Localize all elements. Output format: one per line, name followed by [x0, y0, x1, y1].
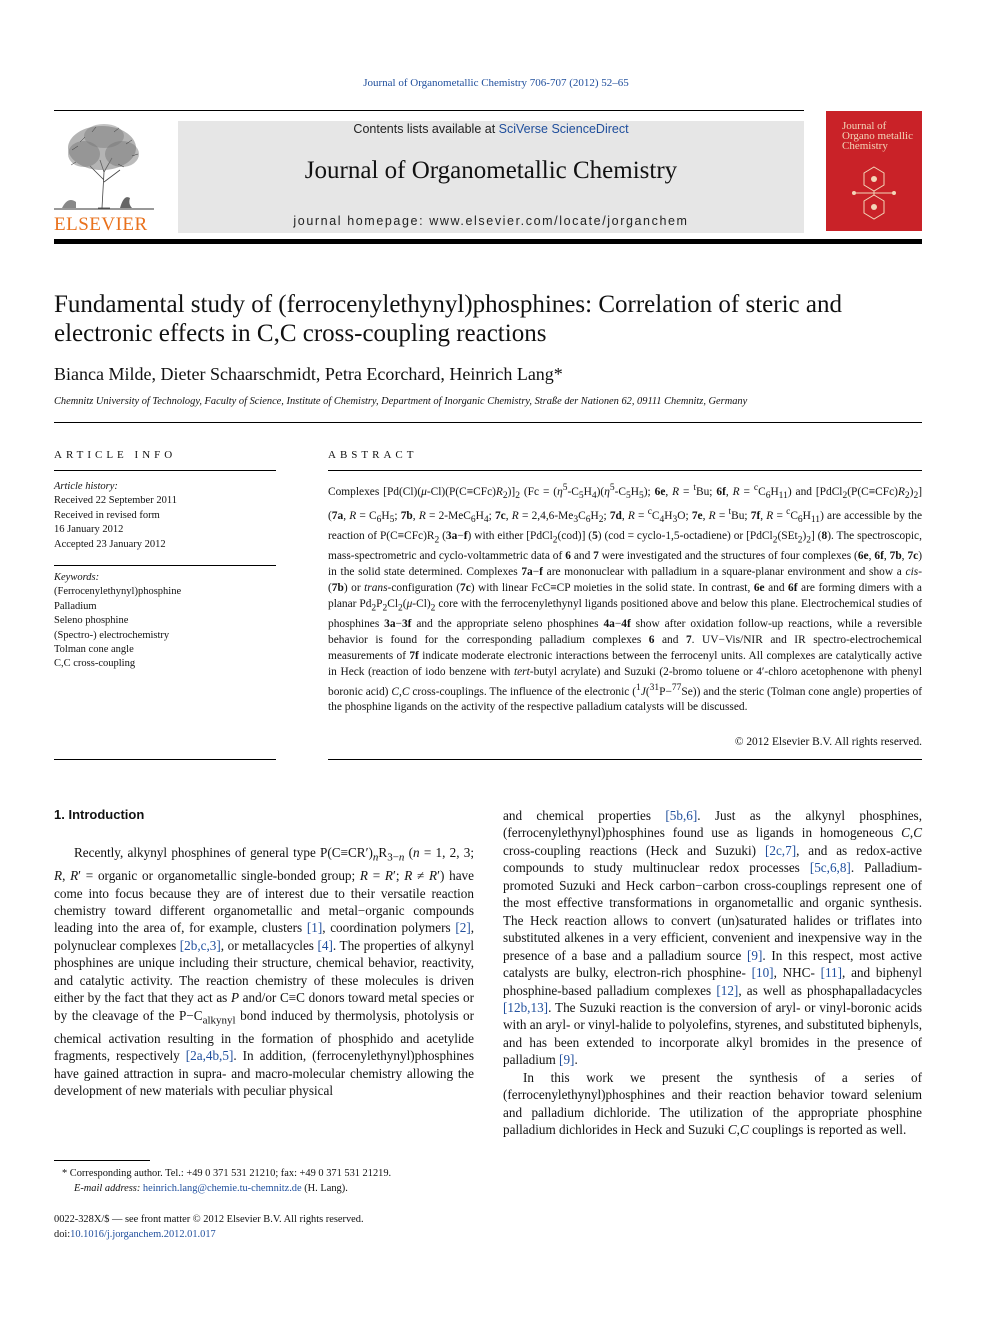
keyword-item: Palladium	[54, 600, 97, 612]
molecule-icon	[848, 161, 900, 225]
sciencedirect-link[interactable]: SciVerse ScienceDirect	[498, 122, 629, 136]
journal-banner	[178, 121, 804, 233]
keywords	[54, 571, 276, 672]
keyword-item: (Spectro-) electrochemistry	[54, 629, 170, 641]
history-item: Received 22 September 2011	[54, 495, 177, 507]
journal-title: Journal of Organometallic Chemistry	[304, 157, 678, 184]
email-link[interactable]: heinrich.lang@chemie.tu-chemnitz.de	[142, 1183, 302, 1194]
email-suffix: (H. Lang).	[301, 1183, 348, 1194]
body-column-left	[54, 844, 474, 1100]
author-affiliation: Chemnitz University of Technology, Faculty of Science, Institute of Chemistry, Department of Inorganic Chemistry, Straße der Nationen 62, 09111 Chemnitz, Germany	[54, 396, 748, 407]
body-paragraph: In this work we present the synthesis of a series of (ferrocenylethynyl)phosphines and their reaction behavior toward selenium and palladium dichloride. The utilization of the appropriate phosphine palladium dichlorides in Heck and Suzuki C,C couplings is reported as well.	[503, 1069, 922, 1138]
divider	[328, 470, 922, 471]
header-rule-thick	[54, 239, 922, 244]
corresponding-author: * Corresponding author. Tel.: +49 0 371 531 21210; fax: +49 0 371 531 21219.	[62, 1168, 392, 1179]
article-authors: Bianca Milde, Dieter Schaarschmidt, Petra Ecorchard, Heinrich Lang*	[54, 364, 563, 384]
email-label: E-mail address:	[74, 1183, 141, 1194]
cover-title: Journal of Organo metallic Chemistry	[842, 120, 913, 152]
keyword-item: (Ferrocenylethynyl)phosphine	[54, 586, 182, 598]
header-rule	[54, 110, 804, 111]
article-info-heading: ARTICLE INFO	[54, 449, 177, 461]
contents-line: Contents lists available at SciVerse ScienceDirect	[353, 122, 629, 136]
body-column-right	[503, 807, 922, 1139]
introduction-heading: 1. Introduction	[54, 807, 145, 822]
body-paragraph: Recently, alkynyl phosphines of general type $P(C\equiv CR')_nR_{3-n}$ (n = 1, 2, 3; R, R′ = organic or organometallic single-bonded group; R = R′; R ≠ R′) have come into focus because they are of interest due to their versatile reaction chemistry toward different organometallic and metal−organic compounds leading into the area of, for example, clusters [1], coordination polymers [2], polynuclear complexes [2b,c,3], or metallacycles [4]. The properties of alkynyl phosphines are unique including their structure, chemical behavior, reactivity, and catalytic activity. The reaction chemistry of these molecules is driven either by the fact that they act as P and/or C≡C donors toward metal species or by the cleavage of the $P-C_{alkynyl}$ bond induced by thermolysis, photolysis or chemical activation resulting in the formation of phosphido and acetylide fragments, respectively [2a,4b,5]. In addition, (ferrocenylethynyl)phosphines have gained attraction in supra- and macro-molecular chemistry allowing the development of new materials with peculiar physical	[54, 845, 475, 1099]
history-item: Received in revised form	[54, 509, 160, 521]
footnote-rule	[54, 1160, 150, 1161]
doi-line: doi:10.1016/j.jorganchem.2012.01.017	[54, 1229, 216, 1240]
abstract-heading: ABSTRACT	[328, 449, 418, 461]
front-matter	[54, 1212, 474, 1242]
journal-homepage[interactable]: journal homepage: www.elsevier.com/locate/jorganchem	[293, 214, 689, 228]
doi-link[interactable]: 10.1016/j.jorganchem.2012.01.017	[70, 1229, 216, 1240]
divider	[54, 422, 922, 423]
abstract-text: Complexes $[Pd(Cl)(\mu-Cl)(P(C\equiv CFc)R_2)]_2$ ($Fc = (\eta^5-C_5H_4)(\eta^5-C_5H_5)$; 6e, R = $^t$Bu; 6f, $R = ^cC_6H_{11}$) and $[PdCl_2(P(C\equiv CFc)R_2)_2]$ (7a, $R = C_6H_5$; 7b, $R = 2-MeC_6H_4$; 7c, $R = 2,4,6-Me_3C_6H_2$; 7d, $R = ^cC_4H_3O$; 7e, R = $^t$Bu; 7f, $R = ^cC_6H_{11}$) are accessible by the reaction of $P(C\equiv CFc)R_2$ (3a−f) with either [PdCl$_2$(cod)] (5) (cod = cyclo-1,5-octadiene) or $[PdCl_2(SEt_2)_2]$ (8). The spectroscopic, mass-spectrometric and cyclo-voltammetric data of 6 and 7 were investigated and the structures of four complexes (6e, 6f, 7b, 7c) in the solid state determined. Complexes 7a−f are mononuclear with palladium in a square-planar environment and show a cis- (7b) or trans-configuration (7c) with linear FcC≡CP moieties in the solid state. In contrast, 6e and 6f are forming dimers with a planar $Pd_2P_2Cl_2(\mu-Cl)_2$ core with the ferrocenylethynyl ligands positioned above and below this plane. Electrochemical studies of phosphines 3a−3f and the appropriate seleno phosphines 4a−4f show after oxidation follow-up reactions, while a reversible behavior is found for the corresponding palladium complexes 6 and 7. UV−Vis/NIR and IR spectro-electrochemical measurements of 7f indicate moderate electronic interactions between the ferrocenyl units. All complexes are catalytically active in Heck (reaction of iodo benzene with tert-butyl acrylate) and Suzuki (2-bromo toluene or 4′-chloro acetophenone with phenyl boronic acid) C,C cross-couplings. The influence of the electronic ($^1$J($^{31}$P−$^{77}$Se)) and the steric (Tolman cone angle) properties of the phosphine ligands on the activity of the respective palladium catalysts will be discussed.	[328, 483, 923, 714]
abstract-copyright: © 2012 Elsevier B.V. All rights reserved.	[734, 736, 922, 748]
publisher-name: ELSEVIER	[54, 214, 148, 235]
history-label: Article history:	[54, 481, 118, 492]
body-paragraph: and chemical properties [5b,6]. Just as the alkynyl phosphines, (ferrocenylethynyl)phosphines found use as ligands in homogeneous C,C cross-coupling reactions (Heck and Suzuki) [2c,7], and as redox-active compounds to study multinuclear redox processes [5c,6,8]. Palladium-promoted Suzuki and Heck carbon−carbon cross-couplings represent one of the most effective transformations in organometallic and organic synthesis. The Heck reaction allows to convert (un)saturated halides or triflates into substituted alkenes in a very efficient, convenient and inexpensive way in the presence of a base and a palladium source [9]. In this respect, most active catalysts are bulky, electron-rich phosphine- [10], NHC- [11], and biphenyl phosphine-based palladium complexes [12], as well as phosphapalladacycles [12b,13]. The Suzuki reaction is the conversion of aryl- or vinyl-boronic acids with an aryl- or vinyl-halide to polyolefins, styrenes, and substituted biphenyls, and has been extended to incorporate alkyl bromides in the presence of palladium [9].	[503, 808, 923, 1068]
history-item: 16 January 2012	[54, 524, 124, 536]
divider	[54, 470, 276, 471]
corresponding-footnote	[54, 1166, 474, 1196]
journal-citation[interactable]: Journal of Organometallic Chemistry 706-707 (2012) 52–65	[363, 77, 629, 89]
publisher-logo	[54, 120, 158, 234]
keywords-label: Keywords:	[54, 572, 100, 583]
journal-cover	[826, 111, 922, 231]
keyword-item: Seleno phosphine	[54, 615, 129, 627]
history-item: Accepted 23 January 2012	[54, 538, 166, 550]
keyword-item: Tolman cone angle	[54, 644, 134, 656]
divider	[54, 759, 276, 760]
keyword-item: C,C cross-coupling	[54, 658, 136, 670]
article-history	[54, 480, 276, 552]
elsevier-tree-icon	[54, 120, 154, 212]
front-matter-line: 0022-328X/$ — see front matter © 2012 Elsevier B.V. All rights reserved.	[54, 1214, 364, 1225]
divider	[54, 565, 276, 566]
article-title: Fundamental study of (ferrocenylethynyl)phosphines: Correlation of steric and electronic effects in C,C cross-coupling reactions	[54, 291, 842, 347]
email-line	[54, 1181, 474, 1196]
divider	[328, 759, 922, 760]
